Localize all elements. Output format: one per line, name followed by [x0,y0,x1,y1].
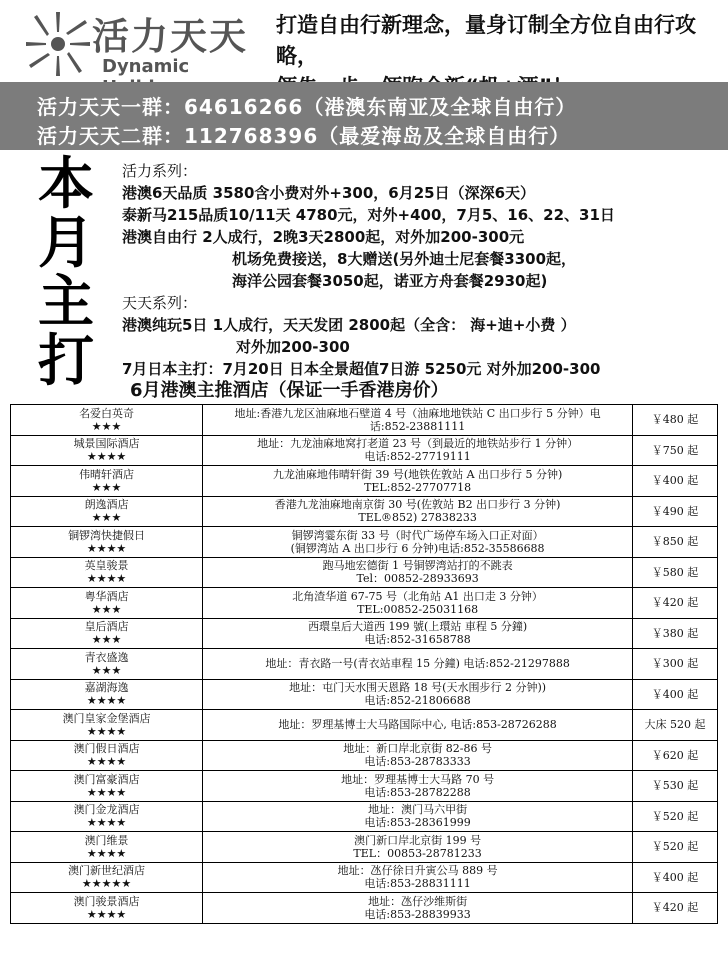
hotel-address-cell [203,862,633,893]
table-row [11,771,718,802]
table-row [11,466,718,497]
hotel-name: 铜锣湾快捷假日 [68,528,146,542]
hotel-price: ￥620 起 [633,740,718,771]
table-row [11,405,718,436]
hotel-name-cell [11,832,203,863]
hotel-table [10,404,718,924]
hotel-name: 澳门皇家金堡酒店 [62,711,151,725]
promo-line: 泰新马215品质10/11天 4780元，对外+400，7月5、16、22、31日 [122,206,615,224]
hotel-contact: 话:852-23881111 [369,419,466,433]
hotel-address: 澳门新口岸北京街 199 号 [354,833,482,847]
hotel-address: 香港九龙油麻地南京街 30 号(佐敦站 B2 出口步行 3 分钟) [274,498,561,512]
table-row [11,527,718,558]
hotel-name-cell [11,588,203,619]
hotel-address: 跑马地宏德街 1 号铜锣湾站打的不跳表 [322,559,513,573]
hotel-address: 地址：罗理基博士大马路 70 号 [341,772,495,786]
hotel-address-cell [203,588,633,619]
hotel-name: 伟晴轩酒店 [79,467,135,481]
sun-logo-icon [22,8,94,80]
hotel-price: ￥520 起 [633,801,718,832]
hotel-address: 地址：九龙油麻地窝打老道 23 号（到最近的地铁站步行 1 分钟） [257,437,579,451]
hotel-name: 青衣盛逸 [84,650,129,664]
group-banner [0,82,728,150]
table-row [11,435,718,466]
hotel-address: 地址：罗理基博士大马路国际中心, 电话:853-28726288 [278,718,557,732]
hotel-contact: TEL:00852-25031168 [357,602,479,616]
hotel-contact: Tel：00852-28933693 [356,572,479,586]
hotel-address-cell [203,527,633,558]
hotel-stars: ★★★★ [86,846,127,860]
hotel-address: 地址:香港九龙区油麻地石壁道 4 号（油麻地地铁站 C 出口步行 5 分钟）电 [234,406,601,420]
hotel-name-cell [11,801,203,832]
hotel-name-cell [11,618,203,649]
hotel-address: 地址：青衣路一号(青衣站車程 15 分鐘) 电话:852-21297888 [265,657,570,671]
hotel-stars: ★★★ [91,419,122,433]
hotel-name: 英皇骏景 [84,559,129,573]
hotel-address: 地址：氹仔沙维斯街 [368,894,468,908]
hotel-price: ￥400 起 [633,679,718,710]
hotel-name-cell [11,679,203,710]
hotel-contact: 电话:852-21806688 [364,694,471,708]
hotel-name: 澳门新世纪酒店 [68,864,146,878]
hotel-contact: (铜锣湾站 A 出口步行 6 分钟)电话:852-35586688 [290,541,545,555]
promo-line: 对外加200-300 [236,338,350,356]
hotel-name-cell [11,710,203,741]
hotel-name-cell [11,893,203,924]
hotel-address-cell [203,618,633,649]
hotel-name-cell [11,771,203,802]
hotel-contact: 电话:853-28831111 [364,877,471,891]
hotel-address: 西環皇后大道西 199 號(上環站 車程 5 分鐘) [308,620,528,634]
hotel-address-cell [203,801,633,832]
hotel-contact: 电话:853-28839933 [364,907,471,921]
promo-line: 7月日本主打：7月20日 日本全景超值7日游 5250元 对外加200-300 [122,360,601,378]
hotel-stars: ★★★★ [86,541,127,555]
hotel-name: 澳门假日酒店 [73,742,140,756]
hotel-address: 地址：氹仔徐日升寅公马 889 号 [337,864,498,878]
hotel-address: 铜锣湾霎东街 33 号（时代广场停车场入口正对面） [291,528,544,542]
promo-line: 海洋公园套餐3050起，诺亚方舟套餐2930起) [232,272,548,290]
hotel-name: 澳门富豪酒店 [73,772,140,786]
hotel-stars: ★★★★ [86,450,127,464]
hotel-address-cell [203,679,633,710]
hotel-price: ￥490 起 [633,496,718,527]
hotel-address-cell [203,466,633,497]
big-title-char: 本 [38,152,94,217]
hotel-address: 地址：新口岸北京街 82-86 号 [343,742,492,756]
table-row [11,893,718,924]
hotel-price: ￥530 起 [633,771,718,802]
promo-line: 港澳6天品质 3580含小费对外+300，6月25日（深深6天） [122,184,536,202]
promo-line: 港澳纯玩5日 1人成行，天天发团 2800起（全含： 海+迪+小费 ） [122,316,576,334]
promo-line: 港澳自由行 2人成行，2晚3天2800起，对外加200-300元 [122,228,525,246]
hotel-address-cell [203,740,633,771]
hotel-address-cell [203,832,633,863]
hotel-price: 大床 520 起 [633,710,718,741]
hotel-name: 澳门金龙酒店 [73,803,140,817]
series-1-title: 活力系列： [122,162,198,180]
hotel-price: ￥850 起 [633,527,718,558]
hotel-address: 地址：澳门马六甲街 [368,803,468,817]
hotel-price: ￥420 起 [633,588,718,619]
hotel-price: ￥400 起 [633,862,718,893]
hotel-address-cell [203,496,633,527]
hotel-address-cell [203,771,633,802]
hotel-address-cell [203,435,633,466]
series-2-title: 天天系列： [122,294,198,312]
table-row [11,496,718,527]
hotel-address: 地址：屯门天水围天恩路 18 号(天水围步行 2 分钟)) [289,681,547,695]
slogan-line-1: 打造自由行新理念，量身订制全方位自由行攻略， [276,13,696,68]
promo-line: 机场免费接送，8大赠送(另外迪士尼套餐3300起， [232,250,577,268]
big-title-char: 打 [38,329,94,394]
hotel-name: 名爱白英奇 [79,406,135,420]
hotel-stars: ★★★★ [86,907,127,921]
group-line-2: 活力天天二群：112768396（最爱海岛及全球自由行） [37,124,571,148]
hotel-contact: 电话:853-28783333 [364,755,471,769]
table-row [11,649,718,680]
hotel-name-cell [11,466,203,497]
hotel-contact: TEL：00853-28781233 [353,846,482,860]
table-row [11,801,718,832]
hotel-stars: ★★★★★ [81,877,132,891]
big-title-char: 主 [38,270,94,335]
hotel-price: ￥580 起 [633,557,718,588]
hotel-stars: ★★★★ [86,694,127,708]
hotel-price: ￥380 起 [633,618,718,649]
hotel-address-cell [203,405,633,436]
hotel-address-cell [203,649,633,680]
hotel-name: 嘉湖海逸 [84,681,129,695]
hotel-stars: ★★★ [91,602,122,616]
table-row [11,710,718,741]
hotel-address-cell [203,710,633,741]
hotel-stars: ★★★ [91,633,122,647]
big-title [25,152,107,394]
hotel-name-cell [11,862,203,893]
hotel-name: 澳门骏景酒店 [73,894,140,908]
hotel-address: 九龙油麻地伟晴轩街 39 号(地铁佐敦站 A 出口步行 5 分钟) [272,467,563,481]
promo-section [122,160,728,380]
hotel-name-cell [11,496,203,527]
hotel-contact: 电话:853-28361999 [364,816,471,830]
hotel-name-cell [11,740,203,771]
hotel-name: 朗逸酒店 [84,498,129,512]
table-row [11,740,718,771]
hotel-price: ￥480 起 [633,405,718,436]
hotel-contact: TEL:852-27707718 [364,480,472,494]
hotel-stars: ★★★★ [86,816,127,830]
header [0,0,728,82]
hotel-stars: ★★★★ [86,785,127,799]
table-row [11,588,718,619]
hotel-price: ￥400 起 [633,466,718,497]
table-row [11,832,718,863]
hotel-contact: TEL®852) 27838233 [358,511,477,525]
hotel-stars: ★★★ [91,480,122,494]
group-line-1: 活力天天一群：64616266（港澳东南亚及全球自由行） [37,95,577,119]
hotel-contact: 电话:852-27719111 [364,450,471,464]
table-row [11,618,718,649]
hotel-address-cell [203,893,633,924]
logo-chinese-name: 活力天天 [92,15,248,58]
hotel-section-title: 6月港澳主推酒店（保证一手香港房价） [130,380,449,401]
hotel-price: ￥750 起 [633,435,718,466]
hotel-price: ￥300 起 [633,649,718,680]
hotel-name-cell [11,527,203,558]
hotel-stars: ★★★ [91,663,122,677]
hotel-address: 北角渣华道 67-75 号（北角站 A1 出口走 3 分钟） [292,589,543,603]
table-row [11,679,718,710]
hotel-name: 城景国际酒店 [73,437,140,451]
hotel-name-cell [11,405,203,436]
hotel-name-cell [11,435,203,466]
hotel-contact: 电话:852-31658788 [364,633,471,647]
hotel-address-cell [203,557,633,588]
hotel-name: 皇后酒店 [84,620,129,634]
hotel-name: 粤华酒店 [84,589,129,603]
hotel-price: ￥420 起 [633,893,718,924]
table-row [11,862,718,893]
logo [22,6,257,80]
hotel-price: ￥520 起 [633,832,718,863]
hotel-contact: 电话:853-28782288 [364,785,471,799]
hotel-stars: ★★★ [91,511,122,525]
hotel-name-cell [11,649,203,680]
hotel-name-cell [11,557,203,588]
logo-english-name: Dynamic [102,56,190,77]
hotel-name: 澳门维景 [84,833,129,847]
table-row [11,557,718,588]
hotel-stars: ★★★★ [86,755,127,769]
hotel-stars: ★★★★ [86,724,127,738]
hotel-stars: ★★★★ [86,572,127,586]
big-title-char: 月 [38,211,94,276]
